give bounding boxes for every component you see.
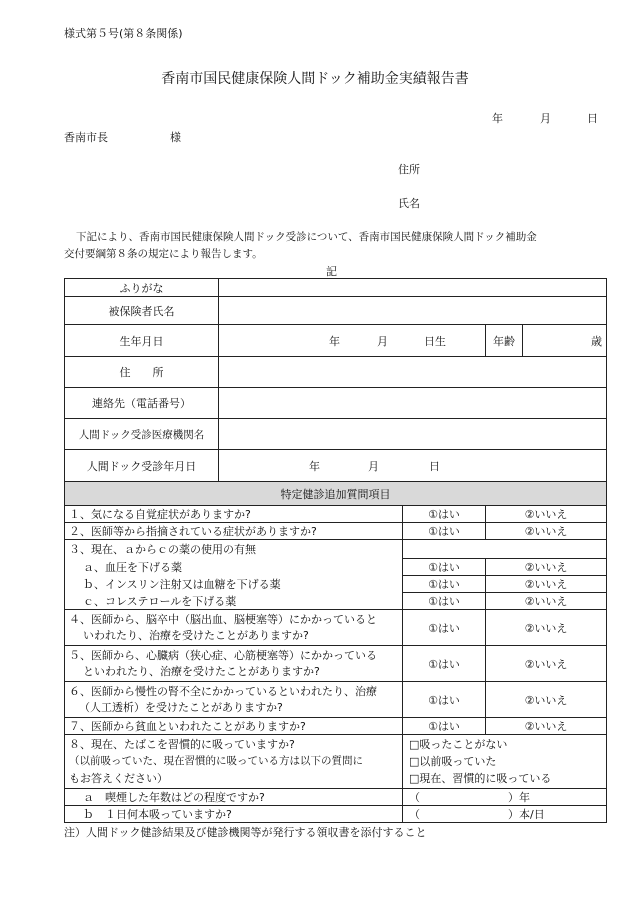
question-8-line-1: ８、現在、たばこを習慣的に吸っていますか? [69,738,295,751]
intro-line-1: 下記により、香南市国民健康保険人間ドック受診について、香南市国民健康保険人間ドック補助金 [76,231,537,243]
q5-yes-option[interactable]: ①はい [403,646,486,682]
q5-no-option[interactable]: ②いいえ [486,646,607,682]
q1-no-option[interactable]: ②いいえ [486,506,607,523]
birth-day: 日生 [424,335,446,348]
question-7: ７、医師から貧血といわれたことがありますか? [65,718,403,735]
insured-name-field[interactable] [219,297,607,325]
form-number: 様式第５号(第８条関係) [64,27,183,40]
q3b-no-option[interactable]: ②いいえ [486,576,607,593]
q7-yes-option[interactable]: ①はい [403,718,486,735]
question-4-line-2: いわれたり、治療を受けたことがありますか? [83,628,309,642]
q3a-no-option[interactable]: ②いいえ [486,559,607,576]
q3-blank [403,540,607,559]
date-year-label: 年 [492,112,503,125]
question-4-line-1: ４、医師から、脳卒中（脳出血、脳梗塞等）にかかっていると [69,612,377,626]
birthdate-field[interactable] [219,325,486,357]
question-5-line-2: といわれたり、治療を受けたことがありますか? [83,664,320,678]
q2-no-option[interactable]: ②いいえ [486,523,607,540]
question-4 [65,610,403,646]
date-day-label: 日 [587,112,598,125]
q3c-yes-option[interactable]: ①はい [403,593,486,610]
q4-yes-option[interactable]: ①はい [403,610,486,646]
q8a-answer-field[interactable]: （ ）年 [403,789,607,806]
ki-label: 記 [326,265,337,278]
furigana-field[interactable] [219,279,607,297]
address-label: 住所 [398,163,420,176]
contact-label: 連絡先（電話番号） [65,388,219,419]
q4-no-option[interactable]: ②いいえ [486,610,607,646]
addressee: 香南市長 [64,131,108,144]
honorific: 様 [170,131,181,144]
question-8-line-2: （以前吸っていた、現在習慣的に吸っている方は以下の質問に [69,755,363,767]
question-1: １、気になる自覚症状がありますか? [65,506,403,523]
date-month-label: 月 [540,112,551,125]
q8-option-never[interactable]: □吸ったことがない [409,738,508,751]
q6-yes-option[interactable]: ①はい [403,682,486,718]
q6-no-option[interactable]: ②いいえ [486,682,607,718]
exam-day: 日 [429,460,440,473]
question-5 [65,646,403,682]
document-title: 香南市国民健康保険人間ドック補助金実績報告書 [161,71,469,87]
age-label: 年齢 [486,325,523,357]
q8-options [403,735,607,789]
q3c-no-option[interactable]: ②いいえ [486,593,607,610]
institution-field[interactable] [219,419,607,450]
question-5-line-1: ５、医師から、心臓病（狭心症、心筋梗塞等）にかかっている [69,648,377,662]
q8-option-former[interactable]: □以前吸っていた [409,755,497,768]
birth-month: 月 [377,335,388,348]
question-6 [65,682,403,718]
question-8a: ａ 喫煙した年数はどの程度ですか? [65,789,403,806]
q8-option-current[interactable]: □現在、習慣的に吸っている [409,772,552,785]
q3b-yes-option[interactable]: ①はい [403,576,486,593]
question-6-line-1: ６、医師から慢性の腎不全にかかっているといわれたり、治療 [69,684,377,698]
insured-name-label: 被保険者氏名 [65,297,219,325]
intro-line-2: 交付要綱第８条の規定により報告します。 [64,248,263,260]
exam-date-label: 人間ドック受診年月日 [65,450,219,482]
question-3b: ｂ、インスリン注射又は血糖を下げる薬 [65,576,403,593]
question-8 [65,735,403,789]
birth-year: 年 [329,335,340,348]
exam-date-field[interactable] [219,450,607,482]
exam-year: 年 [309,460,320,473]
question-8-line-3: もお答えください） [69,772,168,785]
question-3a: ａ、血圧を下げる薬 [65,559,403,576]
question-2: ２、医師等から指摘されている症状がありますか? [65,523,403,540]
question-3: ３、現在、ａからｃの薬の使用の有無 [65,540,403,559]
q2-yes-option[interactable]: ①はい [403,523,486,540]
report-table [64,278,607,823]
question-8b: ｂ １日何本吸っていますか? [65,806,403,823]
birthdate-label: 生年月日 [65,325,219,357]
question-3c: ｃ、コレステロールを下げる薬 [65,593,403,610]
address-row-label: 住 所 [65,357,219,388]
question-6-line-2: （人工透析）を受けたことがありますか? [79,700,283,714]
age-field[interactable] [523,325,607,357]
institution-label: 人間ドック受診医療機関名 [65,419,219,450]
section-title: 特定健診追加質問項目 [65,482,607,506]
contact-field[interactable] [219,388,607,419]
exam-month: 月 [368,460,379,473]
age-unit: 歳 [591,334,602,348]
q3a-yes-option[interactable]: ①はい [403,559,486,576]
q7-no-option[interactable]: ②いいえ [486,718,607,735]
footer-note: 注）人間ドック健診結果及び健診機関等が発行する領収書を添付すること [64,826,427,839]
q8b-answer-field[interactable]: （ ）本/日 [403,806,607,823]
q1-yes-option[interactable]: ①はい [403,506,486,523]
furigana-label: ふりがな [65,279,219,297]
name-label: 氏名 [398,197,420,210]
address-field[interactable] [219,357,607,388]
